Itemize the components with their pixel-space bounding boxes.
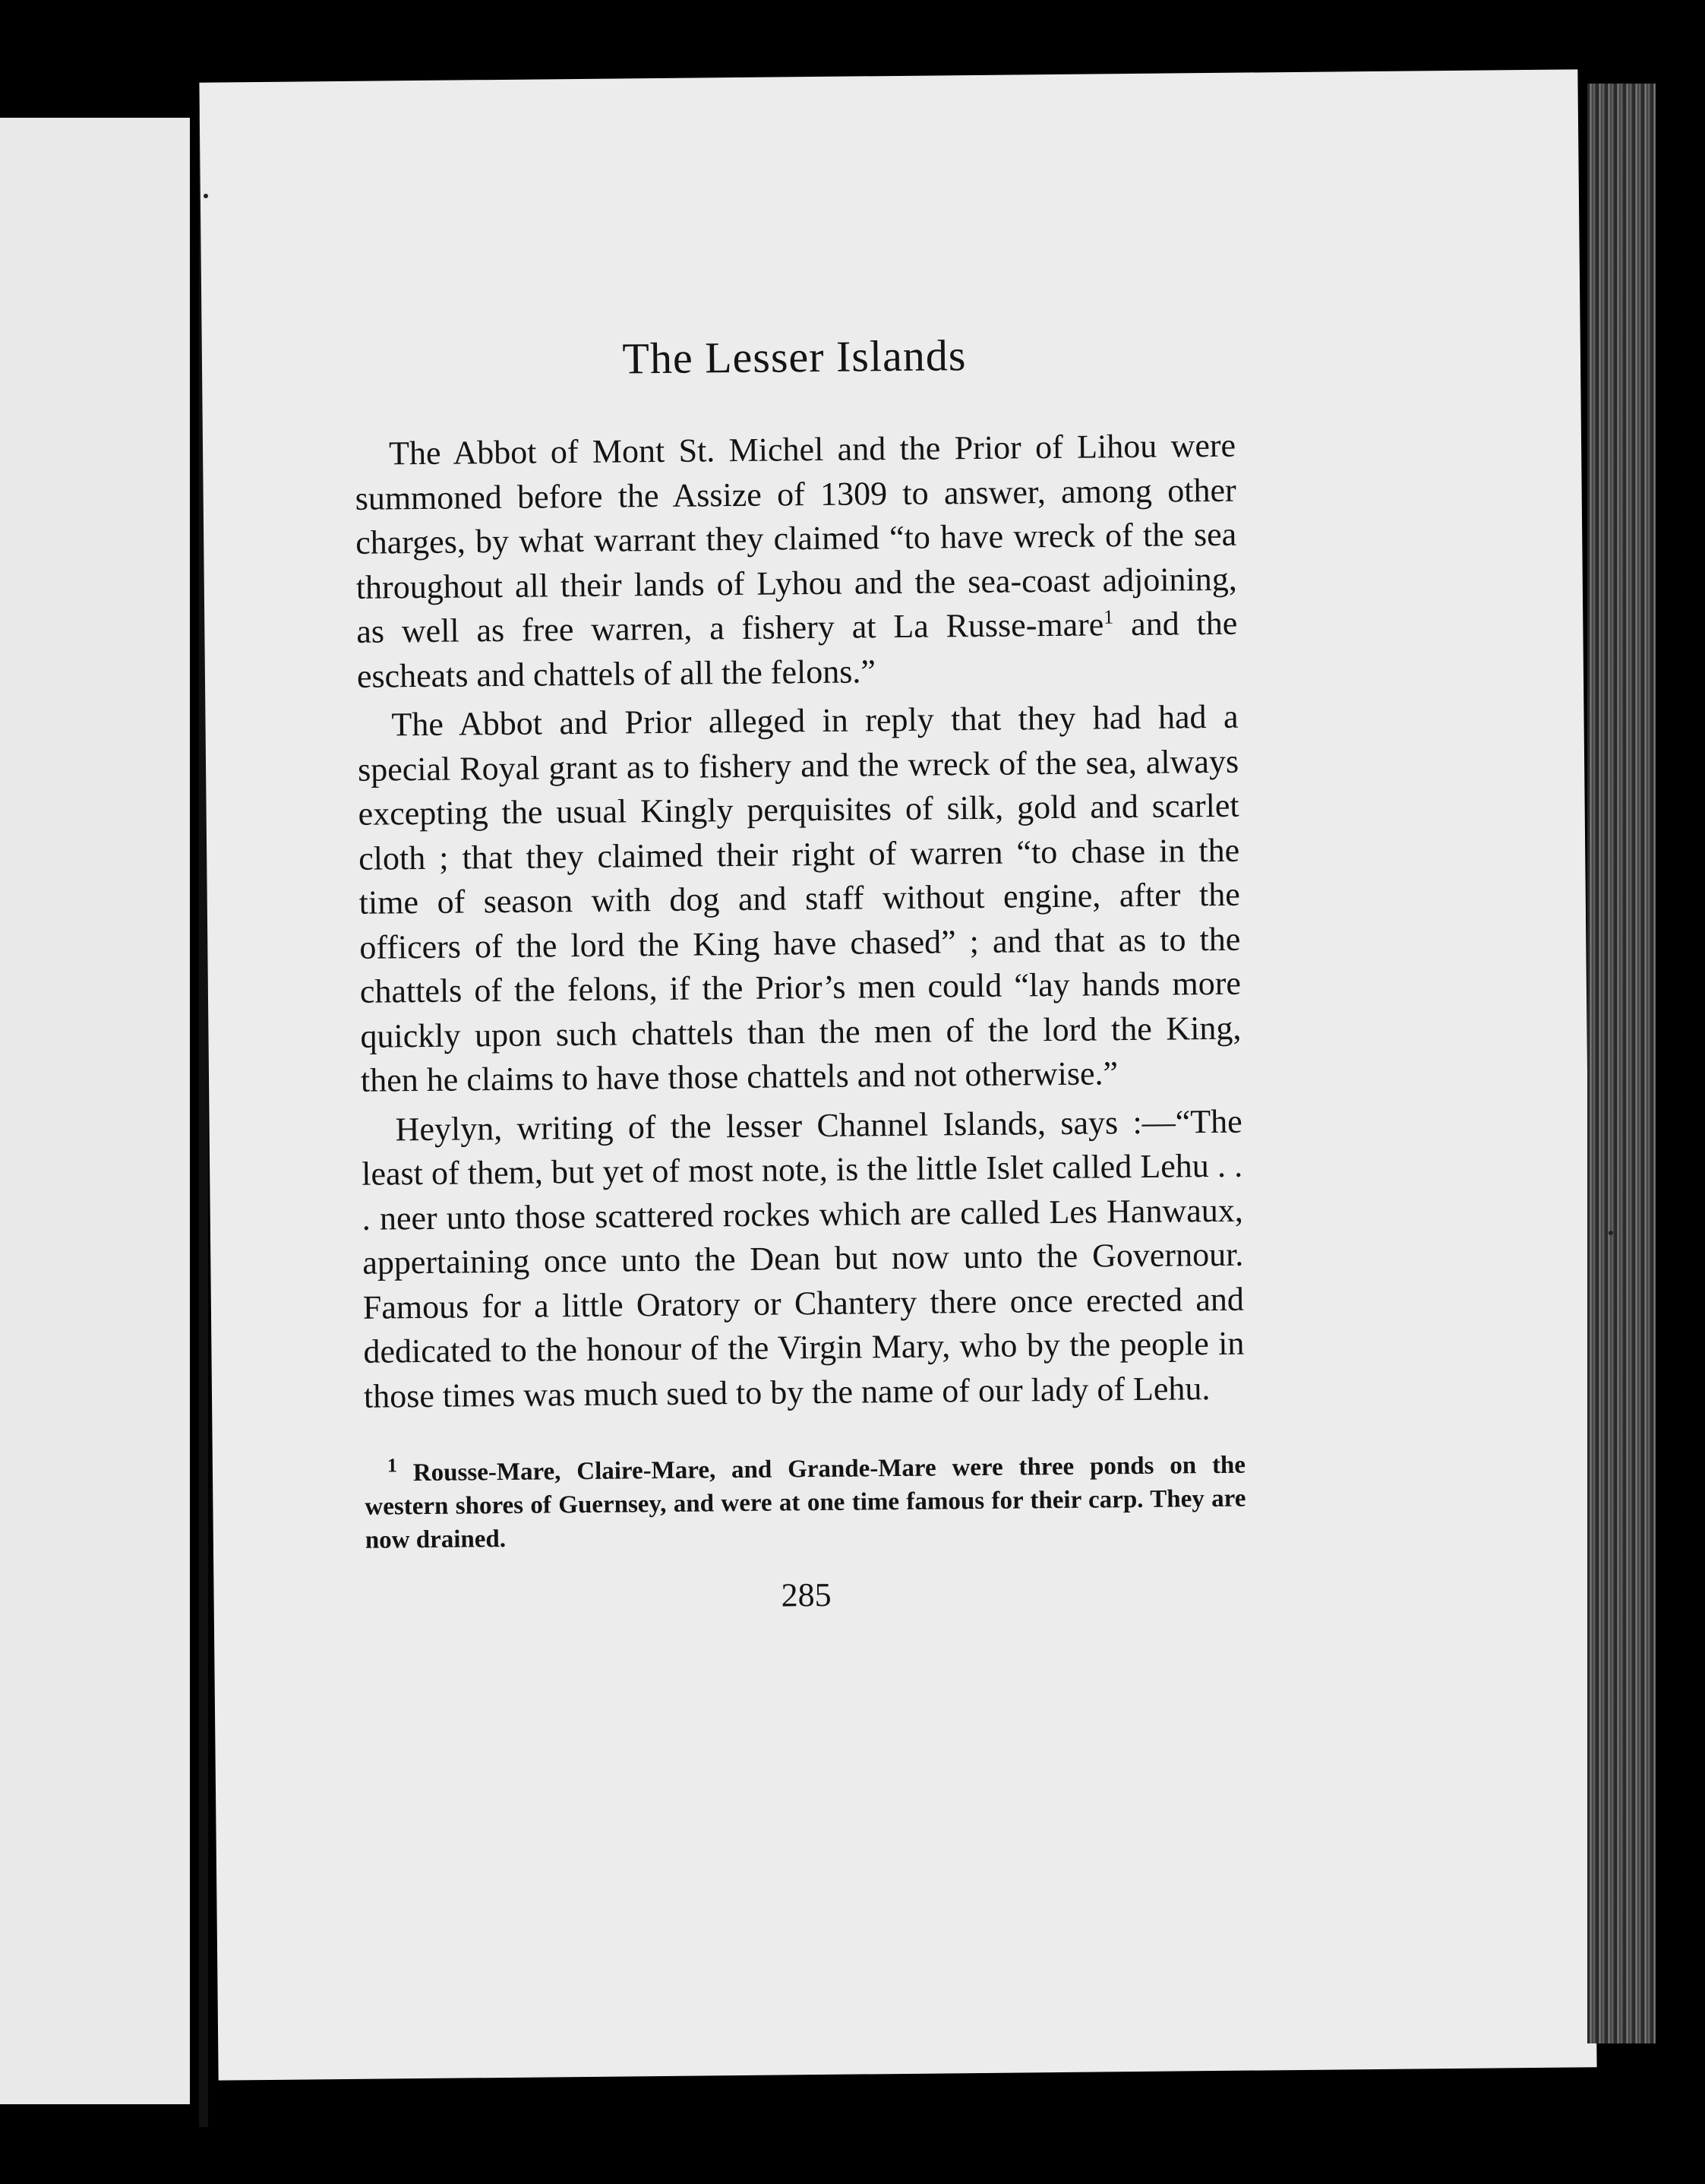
scan-speck: [1609, 1231, 1613, 1235]
footnote-text: Rousse-Mare, Claire-Mare, and Grande-Mare were three ponds on the western shores of Guernsey, and were at one time famous for their carp. They are now drained.: [365, 1451, 1246, 1554]
page-content: [354, 327, 1247, 1619]
footnote-marker: 1: [387, 1454, 398, 1477]
chapter-title: The Lesser Islands: [622, 330, 967, 384]
page-number: 285: [781, 1576, 832, 1614]
left-page-margin: [0, 118, 190, 2104]
paragraph-3: Heylyn, writing of the lesser Channel Islands, says :—“The least of them, but yet of most note, is the little Islet called Lehu . . . neer unto those scattered rockes which are called Les Hanwaux, appertaining once unto the Dean but now unto the Governour. Famous for a little Oratory or Chantery there once erected and dedicated to the honour of the Virgin Mary, who by the people in those times was much sued to by the name of our lady of Lehu.: [361, 1102, 1245, 1415]
scan-speck: [204, 194, 208, 198]
paragraph-1-text: The Abbot of Mont St. Michel and the Prior of Lihou were summoned before the Assize of 1309 to answer, among other charges, by what warrant they claimed “to have wreck of the sea throughout all their lands of Lyhou and the sea-coast adjoining, as well as free warren, a fishery at La Russe-mare: [355, 426, 1237, 650]
page-edges: [1587, 84, 1656, 2043]
paragraph-2: The Abbot and Prior alleged in reply that they had had a special Royal grant as to fishery and the wreck of the sea, always excepting the usual Kingly perquisites of silk, gold and scarlet cloth ; that they claimed their right of warren “to chase in the time of season with dog and staff without engine, after the officers of the lord the King have chased” ; and that as to the chattels of the felons, if the Prior’s men could “lay hands more quickly upon such chattels than the men of the lord the King, then he claims to have those chattels and not otherwise.”: [357, 697, 1242, 1099]
book-page: [199, 69, 1596, 2080]
paragraph-1-tail: and the escheats and chattels of all the felons.”: [356, 604, 1238, 695]
footnote-reference: 1: [1104, 605, 1114, 628]
paragraph-1: [355, 424, 1238, 699]
footnote: [365, 1449, 1246, 1557]
